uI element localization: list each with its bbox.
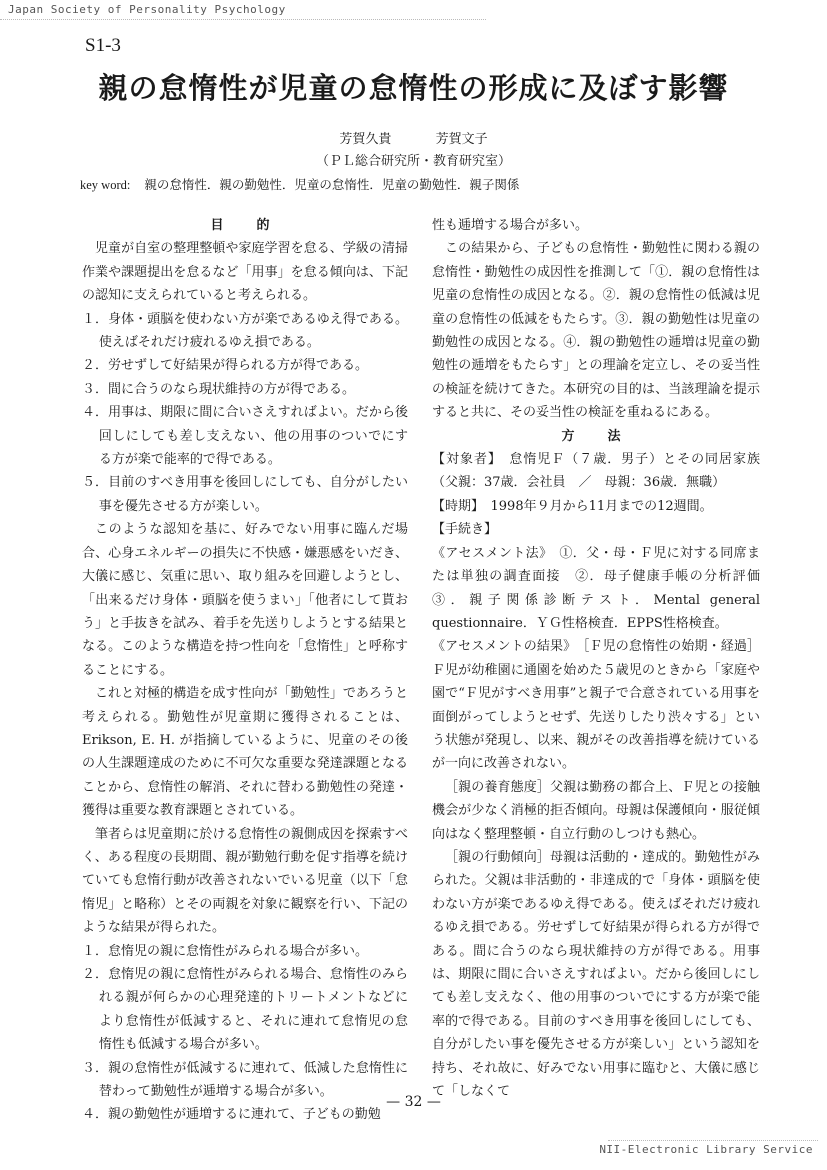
numbered-item: ５．目前のすべき用事を後回しにしても、自分がしたい事を優先させる方が楽しい。	[82, 475, 408, 514]
page-number: — 32 —	[386, 1094, 441, 1110]
body-paragraph: 筆者らは児童期に於ける怠惰性の親側成因を探索すべく、ある程度の長期間、親が勤勉行動を促す指導を続けていても怠惰行動が改善されないでいる児童（以下「怠惰児」と略称）とその両親を対象に観察を行い、下記のような結果が得られた。	[82, 826, 408, 936]
society-header: Japan Society of Personality Psychology	[8, 3, 286, 16]
keywords-text: 親の怠惰性．親の勤勉性．児童の怠惰性．児童の勤勉性．親子関係	[144, 177, 520, 192]
body-paragraph: 児童が自室の整理整頓や家庭学習を怠る、学級の清掃作業や課題提出を怠るなど「用事」を怠る傾向は、下記の認知に支えられていると考えられる。	[82, 241, 408, 304]
body-text: 《アセスメント法》 ①．父・母・Ｆ児に対する同席または単独の調査面接 ②．母子健康手帳の分析評価 ③．親子関係診断テスト．Mental general questionnaire．ＹＧ性格検査．EPPS性格検査。	[432, 545, 774, 631]
body-paragraph: これと対極的構造を成す性向が「勤勉性」であろうと考えられる。勤勉性が児童期に獲得されることは、Erikson, E. H. が指摘しているように、児童のその後の人生課題達成のために不可欠な重要な発達課題となることから、怠惰性の解消、それに替わる勤勉性の発達・獲得は重要な教育課題とされている。	[82, 686, 408, 819]
section-heading: 目 的	[210, 218, 280, 233]
right-column	[432, 214, 774, 1103]
numbered-item: ３．間に合うのなら現状維持の方が得である。	[82, 381, 356, 397]
body-paragraph: ［親の行動傾向］母親は活動的・達成的。勤勉性がみられた。父親は非活動的・非達成的で「身体・頭脳を使わない方が楽であるゆえ得である。使えばそれだけ疲れるゆえ損である。労せずして好結果が得られる方が得である。間に合うのなら現状維持の方が得である。用事は、期限に間に合いさえすればよい。だから後回しにしても差し支えなく、他の用事のついでにする方が楽で能率的で得である。目前のすべき用事を後回しにしても、自分がしたい事を優先させる方が楽しい」という認知を持ち、それ故に、好みでない用事に臨むと、大儀に感じて「しなくて	[432, 849, 760, 1100]
body-paragraph: このような認知を基に、好みでない用事に臨んだ場合、心身エネルギーの損失に不快感・嫌悪感をいだき、大儀に感じ、気重に思い、取り組みを回避しようとし、「出来るだけ身体・頭脳を使うまい」「他者にして貰おう」と手抜きを試み、着手を先送りしようとする結果となる。このような構造を持つ性向を「怠惰性」と呼称することにする。	[82, 522, 408, 678]
body-text: 《アセスメントの結果》 ［Ｆ児の怠惰性の始期・経過］Ｆ児が幼稚園に通園を始めた５歳児のときから「家庭や園で“Ｆ児がすべき用事”と親子で合意されている用事を面倒がってしようとせず、先送りしたり渋々する」という状態が発現し、以来、親がその改善指導を続けているが一向に改善されない。	[432, 639, 760, 772]
footer-divider	[608, 1140, 818, 1141]
numbered-item: ３．親の怠惰性が低減するに連れて、低減した怠惰性に替わって勤勉性が逓増する場合が多い。	[82, 1060, 408, 1100]
paper-title: 親の怠惰性が児童の怠惰性の形成に及ぼす影響	[98, 71, 729, 105]
numbered-item: ２．怠惰児の親に怠惰性がみられる場合、怠惰性のみられる親が何らかの心理発達的トリートメントなどにより怠惰性が低減すると、それに連れて怠惰児の怠惰性も低減する場合が多い。	[82, 967, 408, 1053]
numbered-item: ４．親の勤勉性が逓増するに連れて、子どもの勤勉	[82, 1107, 381, 1123]
author-list	[0, 128, 827, 147]
body-text: 【時期】 1998年９月から11月までの12週間。	[432, 498, 713, 514]
numbered-item: ２．労せずして好結果が得られる方が得である。	[82, 358, 369, 374]
author-name: 芳賀文子	[435, 132, 488, 147]
keywords-label: key word:	[80, 178, 131, 192]
library-footer: NII-Electronic Library Service	[599, 1143, 813, 1156]
left-column	[82, 214, 408, 1127]
body-paragraph: この結果から、子どもの怠惰性・勤勉性に関わる親の怠惰性・勤勉性の成因性を推測して「①．親の怠惰性は児童の怠惰性の成因となる。②．親の怠惰性の低減は児童の怠惰性の低減をもたらす。③．親の勤勉性は児童の勤勉性の成因となる。④．親の勤勉性の逓増は児童の勤勉性の逓増をもたらす」との理論を定立し、その妥当性の検証を続けてきた。本研究の目的は、当該理論を提示すると共に、その妥当性の検証を重ねるにある。	[432, 241, 760, 421]
body-text: 性も逓増する場合が多い。	[432, 218, 589, 233]
section-heading: 方 法	[561, 428, 631, 444]
body-paragraph: ［親の養育態度］父親は勤務の都合上、Ｆ児との接触機会が少なく消極的拒否傾向。母親は保護傾向・服従傾向はなく整理整頓・自立行動のしつけも熱心。	[432, 779, 760, 842]
keywords-line	[80, 175, 519, 193]
author-name: 芳賀久貴	[339, 132, 392, 147]
body-text: 【手続き】	[432, 522, 498, 538]
session-id: S1-3	[85, 35, 121, 56]
affiliation: （ＰＬ総合研究所・教育研究室）	[315, 154, 511, 169]
numbered-item: ４．用事は、期限に間に合いさえすればよい。だから後回しにしても差し支えない、他の用事のついでにする方が楽で能率的で得である。	[82, 405, 408, 468]
header-divider	[0, 19, 486, 20]
numbered-item: １．身体・頭脳を使わない方が楽であるゆえ得である。使えばそれだけ疲れるゆえ損である。	[82, 311, 408, 351]
numbered-item: １．怠惰児の親に怠惰性がみられる場合が多い。	[82, 943, 369, 959]
body-text: 【対象者】 怠惰児Ｆ（７歳．男子）とその同居家族（父親：37歳．会社員 ／ 母親：36歳．無職）	[432, 452, 760, 491]
